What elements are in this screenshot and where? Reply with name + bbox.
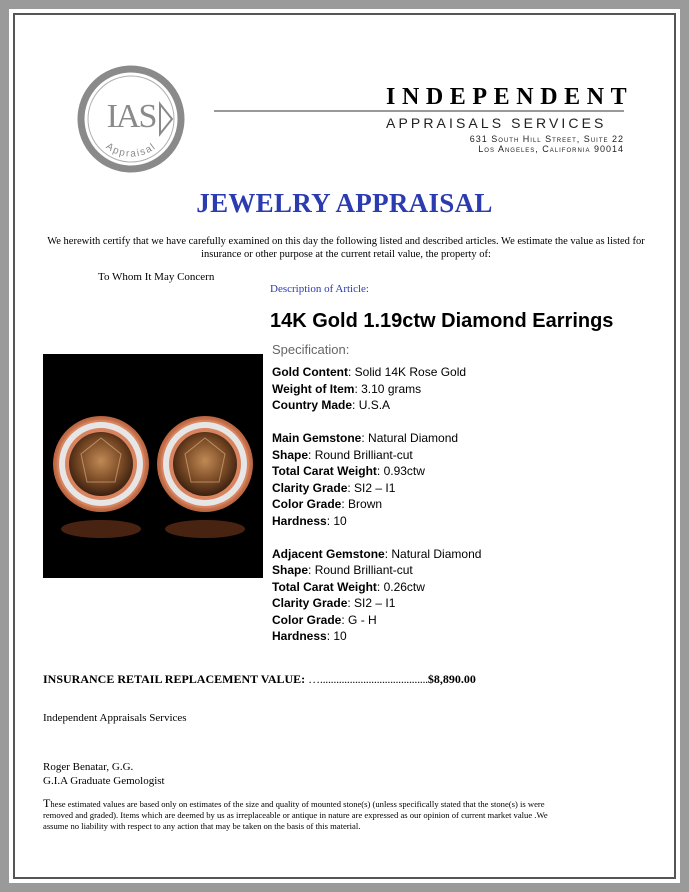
spec-adjacent-shape: Shape: Round Brilliant-cut <box>272 563 413 577</box>
document-title: JEWELRY APPRAISAL <box>196 188 493 218</box>
specifications-list <box>272 364 481 645</box>
company-subtitle: APPRAISALS SERVICES <box>386 115 607 131</box>
ias-logo <box>76 64 186 174</box>
intro-paragraph: We herewith certify that we have carefully examined on this day the following listed and described articles. We estimate the value as listed for insurance or other purpose at the current retail value, the property of: <box>47 236 645 260</box>
spec-adjacent-clarity: Clarity Grade: SI2 – I1 <box>272 596 396 610</box>
spec-main-gemstone: Main Gemstone: Natural Diamond <box>272 431 459 445</box>
spec-country: Country Made: U.S.A <box>272 398 391 412</box>
insurance-label: INSURANCE RETAIL REPLACEMENT VALUE: <box>43 672 306 686</box>
disclaimer-initial: T <box>43 796 51 810</box>
disclaimer-text: hese estimated values are based only on estimates of the size and quality of mounted stone(s) (unless specifically stated that the stone(s) is were removed and graded). Items which are deemed by us as irreplaceable or antique in nature are expressed as our opinion of current market value .We assume no liability with respect to any action that may be taken on the basis of this material. <box>43 799 548 831</box>
insurance-value-line <box>43 672 476 687</box>
letterhead-rule <box>214 110 624 112</box>
earrings-photo <box>43 354 263 578</box>
spec-main-hardness: Hardness: 10 <box>272 513 347 528</box>
insurance-value: $8,890.00 <box>427 672 476 686</box>
company-name: INDEPENDENT <box>386 84 634 110</box>
spec-adjacent-gemstone: Adjacent Gemstone: Natural Diamond <box>272 546 482 561</box>
signatory-title: G.I.A Graduate Gemologist <box>43 775 165 787</box>
spec-adjacent-hardness: Hardness: 10 <box>272 629 347 643</box>
item-title: 14K Gold 1.19ctw Diamond Earrings <box>270 310 614 332</box>
owner-line: To Whom It May Concern <box>98 271 215 283</box>
disclaimer <box>43 798 563 832</box>
spec-main-carat: Total Carat Weight: 0.93ctw <box>272 464 425 478</box>
spec-main-color: Color Grade: Brown <box>272 497 383 511</box>
spec-adjacent-carat: Total Carat Weight: 0.26ctw <box>272 579 425 594</box>
address-line-1: 631 South Hill Street, Suite 22 <box>469 134 624 144</box>
signatory-name: Roger Benatar, G.G. <box>43 761 134 773</box>
spec-gold-content: Gold Content: Solid 14K Rose Gold <box>272 365 467 379</box>
address-line-2: Los Angeles, California 90014 <box>478 144 624 154</box>
specification-label: Specification: <box>272 342 350 357</box>
spec-main-clarity: Clarity Grade: SI2 – I1 <box>272 480 396 495</box>
insurance-dots: …........................................ <box>308 672 428 686</box>
description-label: Description of Article: <box>270 283 369 295</box>
logo-initials: IAS <box>106 98 156 135</box>
spec-adjacent-color: Color Grade: G - H <box>272 612 377 627</box>
logo-ring-text: Appraisal <box>103 140 159 160</box>
spec-main-shape: Shape: Round Brilliant-cut <box>272 447 413 462</box>
spec-weight: Weight of Item: 3.10 grams <box>272 381 422 396</box>
company-signature-line: Independent Appraisals Services <box>43 712 187 724</box>
